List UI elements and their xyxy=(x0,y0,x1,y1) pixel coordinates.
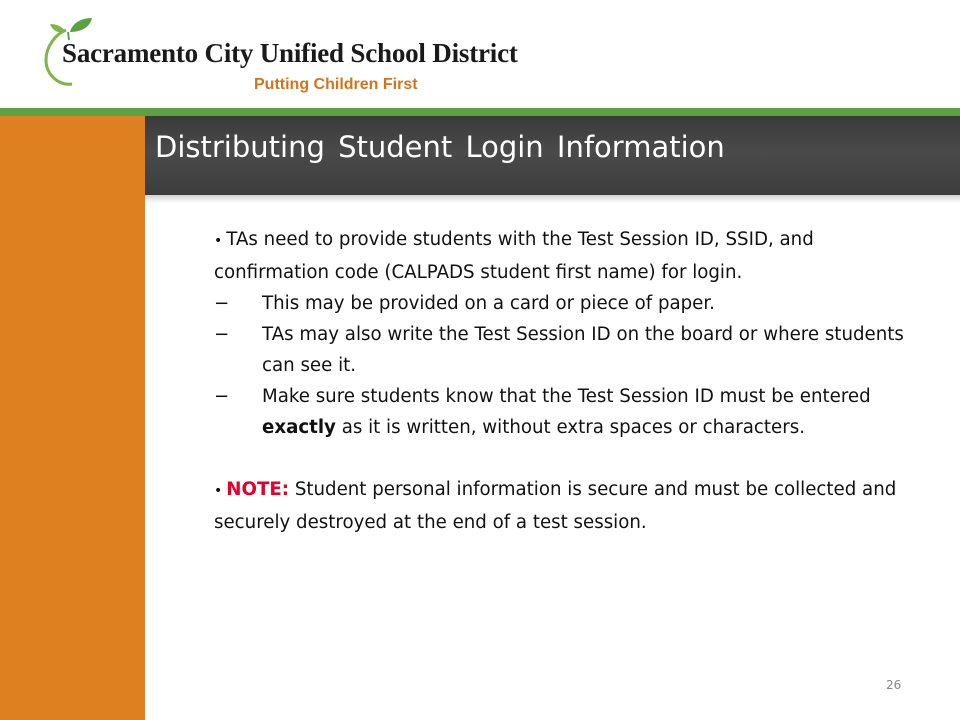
subitem-board xyxy=(214,319,914,381)
subitem-exactly xyxy=(214,381,914,443)
bullet-text: TAs need to provide students with the Test Session ID, SSID, and confirmation code (CALPADS student first name) for login. xyxy=(214,229,814,283)
org-name: Sacramento City Unified School District xyxy=(62,38,518,68)
subitem-text: This may be provided on a card or piece of paper. xyxy=(262,293,715,314)
org-tagline: Putting Children First xyxy=(254,76,418,93)
dash-glyph: − xyxy=(214,293,230,314)
slide-title: Distributing Student Login Information xyxy=(155,130,725,164)
subitem-text-before: Make sure students know that the Test Session ID must be entered xyxy=(262,386,871,407)
dash-glyph: − xyxy=(214,386,230,407)
subitem-text-after: as it is written, without extra spaces or characters. xyxy=(335,417,805,438)
title-band-shadow xyxy=(145,195,960,203)
left-orange-bar xyxy=(0,116,145,720)
dash-glyph: − xyxy=(214,324,230,345)
header-green-rule xyxy=(0,108,960,116)
note-label: NOTE: xyxy=(226,479,290,500)
subitem-card xyxy=(214,288,914,319)
subitem-bold-exactly: exactly xyxy=(262,417,336,438)
spacer xyxy=(214,443,914,474)
bullet-glyph: • xyxy=(214,233,223,249)
bullet-login-info xyxy=(214,224,914,288)
subitem-text: TAs may also write the Test Session ID on the board or where students can see it. xyxy=(262,324,904,376)
note-text: Student personal information is secure and must be collected and securely destroyed at the end of a test session. xyxy=(214,479,897,533)
slide-content xyxy=(214,224,914,538)
bullet-note xyxy=(214,474,914,538)
bullet-glyph: • xyxy=(214,483,223,499)
page-number: 26 xyxy=(886,678,902,692)
header-logo-area xyxy=(0,0,960,108)
